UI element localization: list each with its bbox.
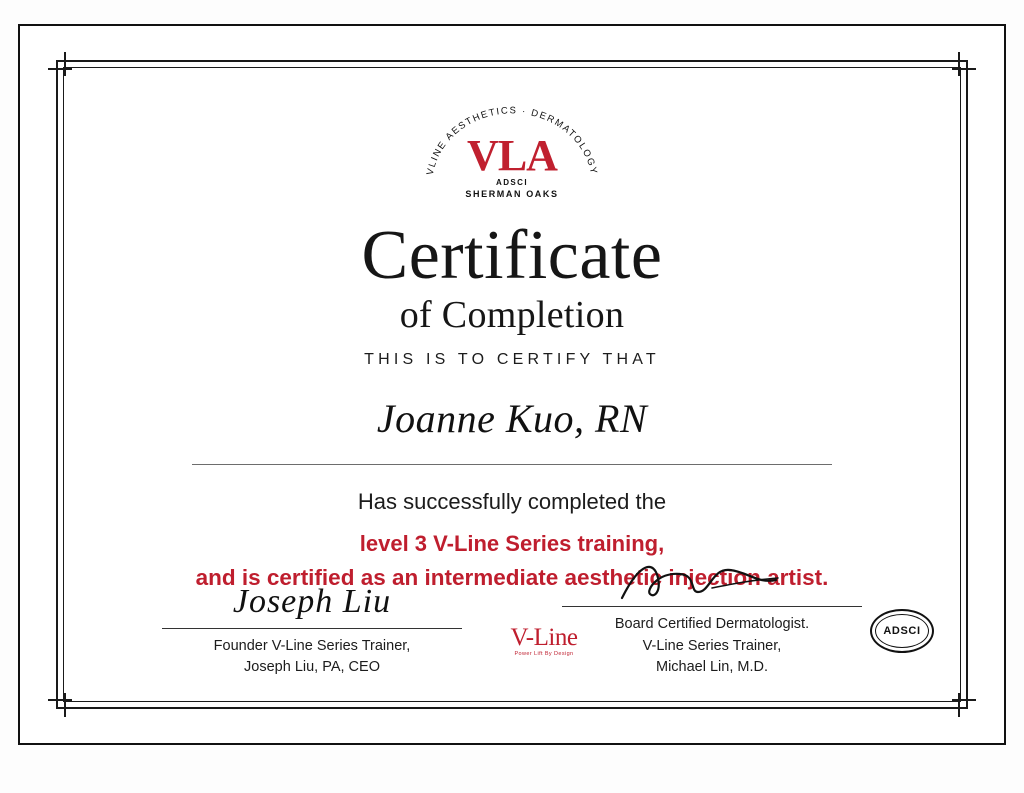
signature-caption-left-line1: Founder V-Line Series Trainer, xyxy=(213,637,411,654)
signature-area xyxy=(80,527,944,687)
signature-caption-left-line2: Joseph Liu, PA, CEO xyxy=(244,659,380,676)
vline-logo-tagline: Power Lift By Design xyxy=(514,651,574,657)
logo-monogram: VLA xyxy=(467,131,557,180)
corner-ornament-top-right xyxy=(942,52,976,86)
credential-line: and is certified as an intermediate aesthetic injection artist. xyxy=(195,565,829,591)
certificate-content xyxy=(80,78,944,691)
svg-text:VLINE AESTHETICS · DERMATOLOGY: VLINE AESTHETICS · DERMATOLOGY xyxy=(424,105,600,177)
corner-ornament-bottom-right xyxy=(942,683,976,717)
vla-logo xyxy=(417,96,607,206)
recipient-name: Joanne Kuo, RN xyxy=(376,396,648,442)
signature-line-left xyxy=(162,628,462,629)
corner-ornament-bottom-left xyxy=(48,683,82,717)
certify-line: THIS IS TO CERTIFY THAT xyxy=(364,351,660,369)
signature-caption-right-line1: Board Certified Dermatologist. xyxy=(614,615,810,632)
signature-block-dermatologist xyxy=(562,554,862,679)
certificate-outer-border xyxy=(18,24,1006,745)
completion-line: Has successfully completed the xyxy=(357,489,667,515)
signature-caption-right-line3: Michael Lin, M.D. xyxy=(655,659,768,676)
signature-joseph-liu: Joseph Liu xyxy=(232,582,392,620)
corner-ornament-top-left xyxy=(48,52,82,86)
handwritten-signature-icon xyxy=(562,554,862,606)
certificate-title: Certificate xyxy=(361,217,663,294)
signature-michael-lin xyxy=(562,554,862,606)
course-line: level 3 V-Line Series training, xyxy=(359,531,665,557)
logo-sub-adsci: ADSCI xyxy=(496,178,528,187)
adsci-seal xyxy=(870,609,934,653)
adsci-seal-label: ADSCI xyxy=(883,625,921,637)
recipient-underline xyxy=(192,464,832,465)
signature-caption-right-line2: V-Line Series Trainer, xyxy=(642,637,782,654)
signature-block-founder xyxy=(162,576,462,680)
certificate-subtitle: of Completion xyxy=(399,294,625,337)
logo-sub-location: SHERMAN OAKS xyxy=(465,189,559,199)
vline-logo-word: V-Line xyxy=(510,624,578,651)
